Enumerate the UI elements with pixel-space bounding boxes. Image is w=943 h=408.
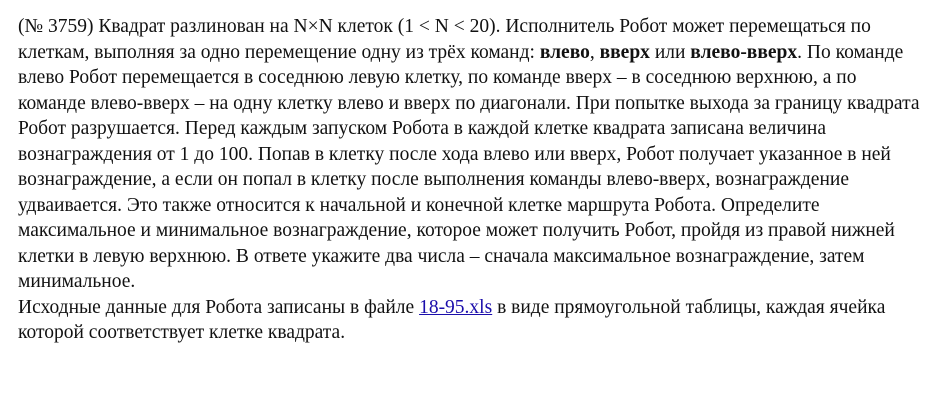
- source-data-note: [18, 295, 927, 346]
- problem-statement: [18, 14, 927, 295]
- command-left: влево: [539, 41, 590, 63]
- problem-intro-text: (№ 3759) Квадрат разлинован на N×N клеток (1 < N < 20). Исполнитель Робот может перемещаться по клеткам, выполняя за одно перемещение одну из трёх команд:: [18, 16, 871, 63]
- problem-body-text: . По команде влево Робот перемещается в соседнюю левую клетку, по команде вверх – в соседнюю верхнюю, а по команде влево-вверх – на одну клетку влево и вверх по диагонали. При попытке выхода за границу квадрата Робот разрушается. Перед каждым запуском Робота в каждой клетке квадрата записана величина вознаграждения от 1 до 100. Попав в клетку после хода влево или вверх, Робот получает указанное в ней вознаграждение, а если он попал в клетку после выполнения команды влево-вверх, вознаграждение удваивается. Это также относится к начальной и конечной клетке маршрута Робота. Определите максимальное и минимальное вознаграждение, которое может получить Робот, пройдя из правой нижней клетки в левую верхнюю. В ответе укажите два числа – сначала максимальное вознаграждение, затем минимальное.: [18, 41, 920, 292]
- separator-or: или: [649, 41, 691, 63]
- separator-comma: ,: [589, 41, 600, 63]
- source-note-before: Исходные данные для Робота записаны в файле: [18, 296, 420, 318]
- command-up: вверх: [599, 41, 650, 63]
- data-file-link[interactable]: 18-95.xls: [419, 296, 493, 318]
- source-note-after: в виде прямоугольной таблицы, каждая ячейка которой соответствует клетке квадрата.: [18, 296, 886, 343]
- command-left-up: влево-вверх: [690, 41, 798, 63]
